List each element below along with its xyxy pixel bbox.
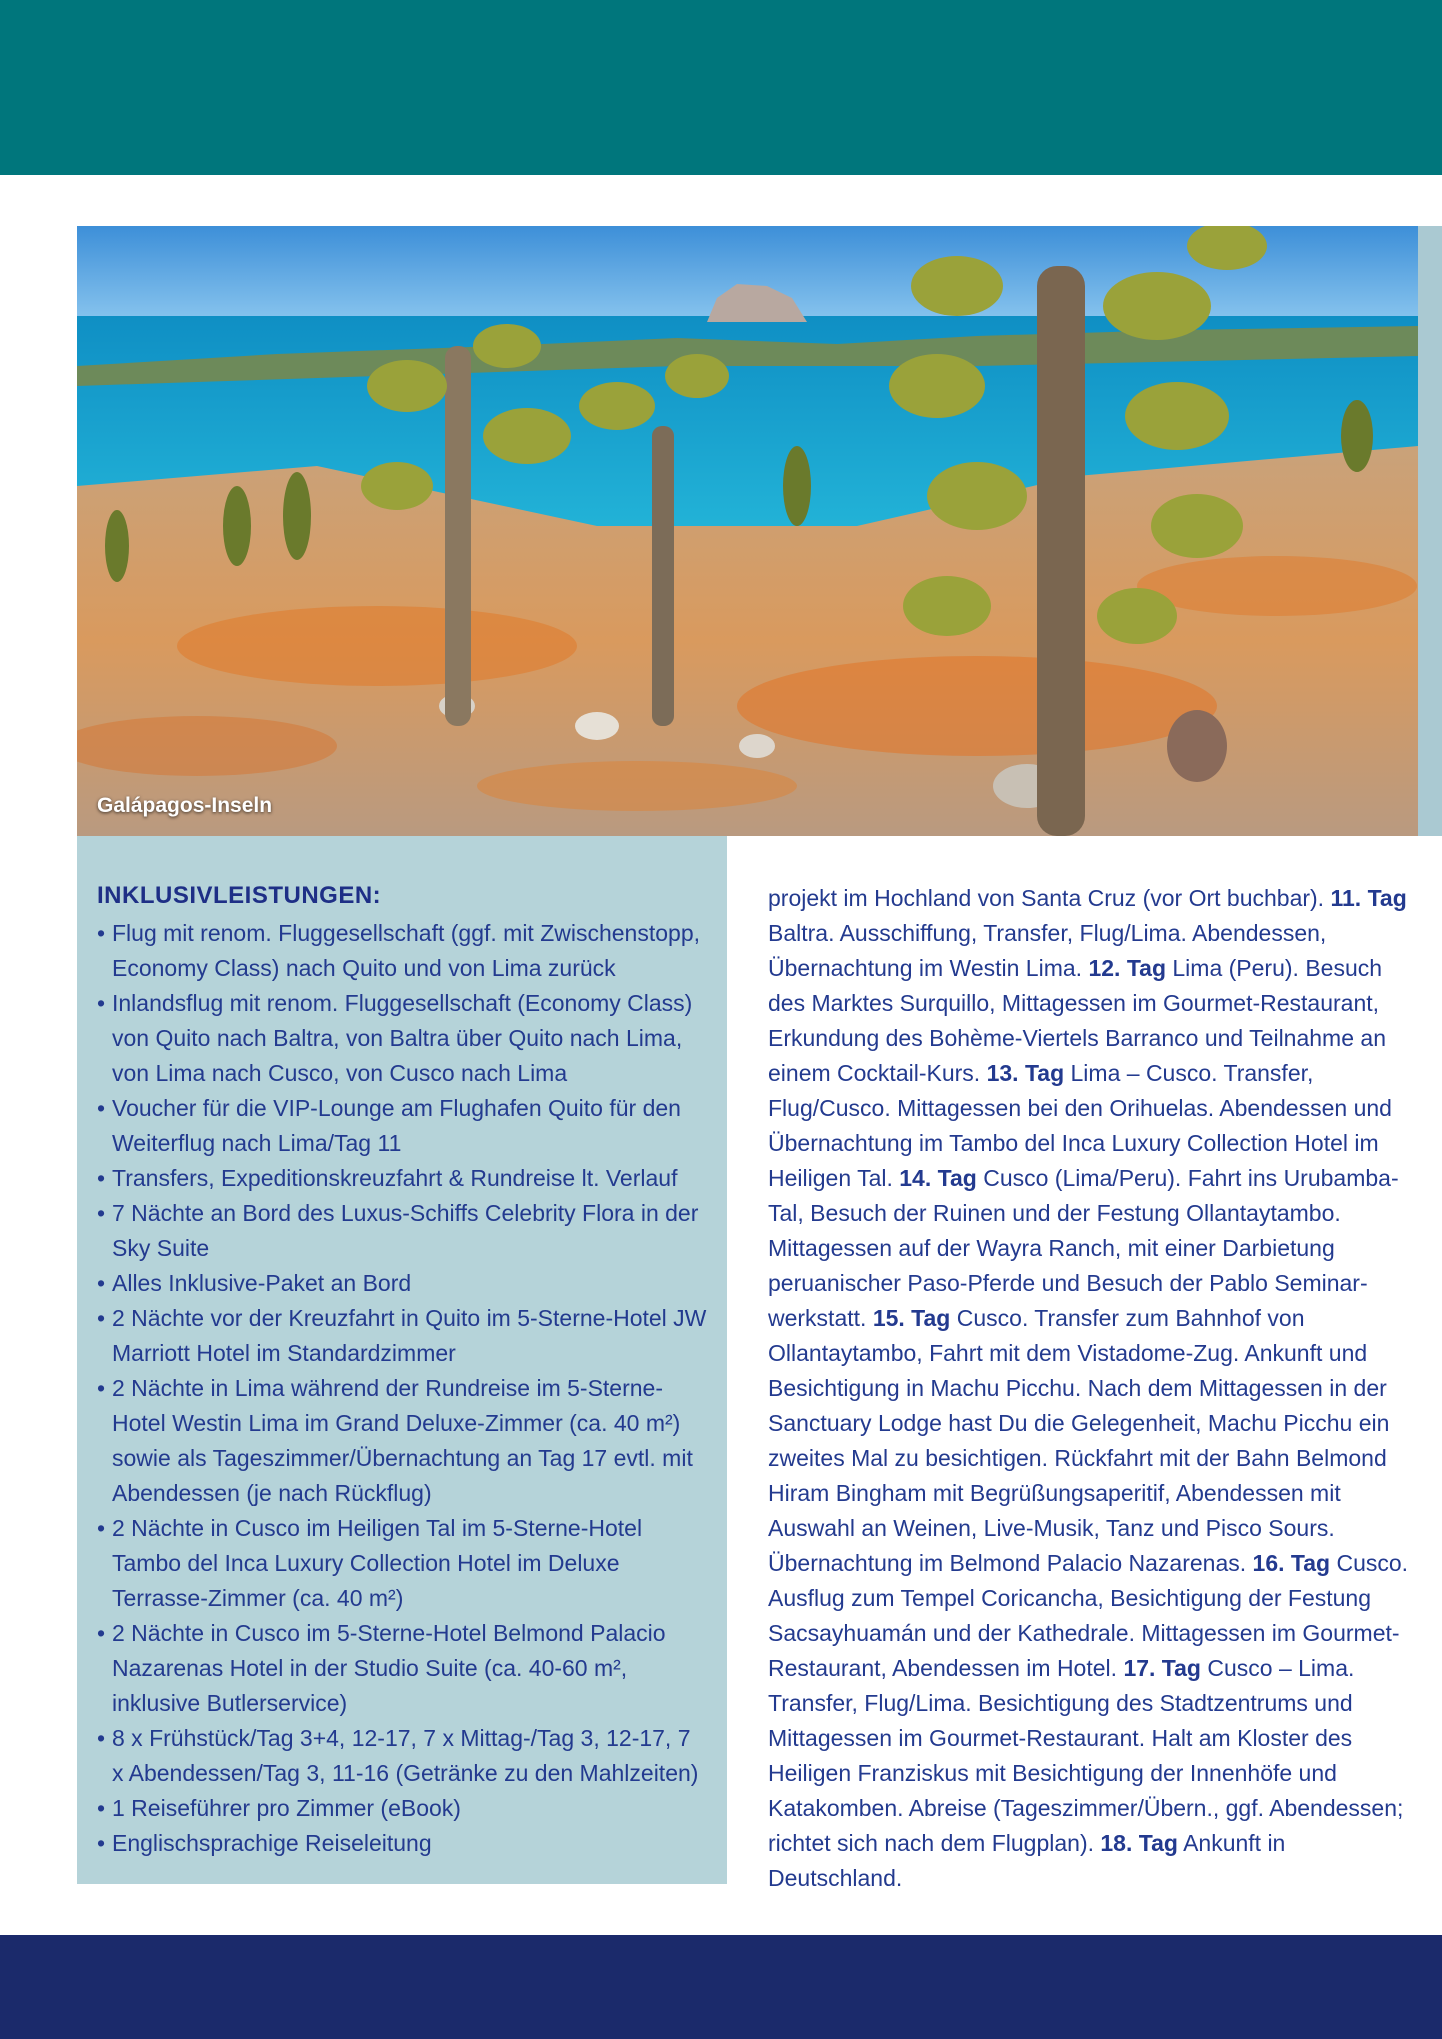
itinerary-text <box>768 881 1422 1896</box>
galapagos-photo <box>77 226 1418 836</box>
bottom-color-band <box>0 1935 1442 2039</box>
inclusions-title: INKLUSIVLEISTUNGEN: <box>97 882 382 909</box>
inclusions-list <box>97 916 707 1861</box>
itinerary-intro: projekt im Hochland von Santa Cruz (vor Ort buchbar). <box>768 885 1325 911</box>
list-item: • Flug mit renom. Fluggesellschaft (ggf. mit Zwischenstopp, Economy Class) nach Quito und von Lima zurück <box>97 916 707 986</box>
day-text-13: Lima – Cusco. Transfer, Flug/Cusco. Mittagessen bei den Orihuelas. Abendessen und Übernachtung im Tambo del Inca Luxury Collection Hotel im Heiligen Tal. <box>768 1060 1392 1191</box>
day-label-18: 18. Tag <box>1100 1830 1178 1856</box>
day-text-16: Cusco. Ausflug zum Tempel Coricancha, Besichtigung der Festung Sacsayhuamán und der Kathedrale. Mittagessen im Gourmet-Restaurant, Abendessen im Hotel. <box>768 1550 1409 1681</box>
list-item: • Englischsprachige Reiseleitung <box>97 1826 707 1861</box>
day-text-11: Baltra. Ausschiffung, Transfer, Flug/Lima. Abendessen, Übernachtung im Westin Lima. <box>768 920 1327 981</box>
day-text-18: Ankunft in Deutschland. <box>768 1830 1286 1891</box>
day-label-12: 12. Tag <box>1088 955 1166 981</box>
list-item: • 8 x Frühstück/Tag 3+4, 12-17, 7 x Mittag-/Tag 3, 12-17, 7 x Abendessen/Tag 3, 11-16 (Getränke zu den Mahlzeiten) <box>97 1721 707 1791</box>
photo-caption: Galápagos-Inseln <box>97 794 273 817</box>
list-item: • 2 Nächte vor der Kreuzfahrt in Quito im 5-Sterne-Hotel JW Marriott Hotel im Standardzimmer <box>97 1301 707 1371</box>
day-label-14: 14. Tag <box>899 1165 977 1191</box>
day-label-13: 13. Tag <box>986 1060 1065 1086</box>
day-text-12: Lima (Peru). Besuch des Marktes Surquillo, Mittagessen im Gourmet-Restaurant, Erkundung des Bohème-Viertels Barranco und Teilnahme an einem Cocktail-Kurs. <box>768 955 1386 1086</box>
day-label-15: 15. Tag <box>872 1305 951 1331</box>
list-item: • Transfers, Expeditionskreuzfahrt & Rundreise lt. Verlauf <box>97 1161 707 1196</box>
day-label-11: 11. Tag <box>1330 885 1407 911</box>
list-item: • 2 Nächte in Lima während der Rundreise im 5-Sterne-Hotel Westin Lima im Grand Deluxe-Zimmer (ca. 40 m²) sowie als Tageszimmer/Übernachtung an Tag 17 evtl. mit Abendessen (je nach Rückflug) <box>97 1371 707 1511</box>
side-color-strip <box>1418 226 1442 836</box>
list-item: • 2 Nächte in Cusco im Heiligen Tal im 5-Sterne-Hotel Tambo del Inca Luxury Collection Hotel im Deluxe Terrasse-Zimmer (ca. 40 m²) <box>97 1511 707 1616</box>
list-item: • 7 Nächte an Bord des Luxus-Schiffs Celebrity Flora in der Sky Suite <box>97 1196 707 1266</box>
list-item: • Voucher für die VIP-Lounge am Flughafen Quito für den Weiterflug nach Lima/Tag 11 <box>97 1091 707 1161</box>
day-text-14: Cusco (Lima/Peru). Fahrt ins Urubamba-Tal, Besuch der Ruinen und der Festung Ollantaytambo. Mittagessen auf der Wayra Ranch, mit einer Darbietung peruanischer Paso-Pferde und Besuch der Pablo Seminar-werkstatt. <box>768 1165 1399 1331</box>
list-item: • 2 Nächte in Cusco im 5-Sterne-Hotel Belmond Palacio Nazarenas Hotel in der Studio Suite (ca. 40-60 m², inklusive Butlerservice) <box>97 1616 707 1721</box>
itinerary-paragraph <box>768 881 1422 1896</box>
day-text-15: Cusco. Transfer zum Bahnhof von Ollantaytambo, Fahrt mit dem Vistadome-Zug. Ankunft und Besichtigung in Machu Picchu. Nach dem Mittagessen in der Sanctuary Lodge hast Du die Gelegenheit, Machu Picchu ein zweites Mal zu besichtigen. Rückfahrt mit der Bahn Belmond Hiram Bingham mit Begrüßungsaperitif, Abendessen mit Auswahl an Weinen, Live-Musik, Tanz und Pisco Sours. Übernachtung im Belmond Palacio Nazarenas. <box>768 1305 1390 1576</box>
cactus-landscape-image <box>77 226 1418 836</box>
list-item: • Inlandsflug mit renom. Fluggesellschaft (Economy Class) von Quito nach Baltra, von Baltra über Quito nach Lima, von Lima nach Cusco, von Cusco nach Lima <box>97 986 707 1091</box>
list-item: • Alles Inklusive-Paket an Bord <box>97 1266 707 1301</box>
top-color-band <box>0 0 1442 175</box>
day-text-17: Cusco – Lima. Transfer, Flug/Lima. Besichtigung des Stadtzentrums und Mittagessen im Gourmet-Restaurant. Halt am Kloster des Heiligen Franziskus mit Besichtigung der Innenhöfe und Katakomben. Abreise (Tageszimmer/Übern., ggf. Abendessen; richtet sich nach dem Flugplan). <box>768 1655 1404 1856</box>
list-item: • 1 Reiseführer pro Zimmer (eBook) <box>97 1791 707 1826</box>
inclusions-box <box>77 836 727 1884</box>
day-label-16: 16. Tag <box>1252 1550 1331 1576</box>
day-label-17: 17. Tag <box>1123 1655 1201 1681</box>
